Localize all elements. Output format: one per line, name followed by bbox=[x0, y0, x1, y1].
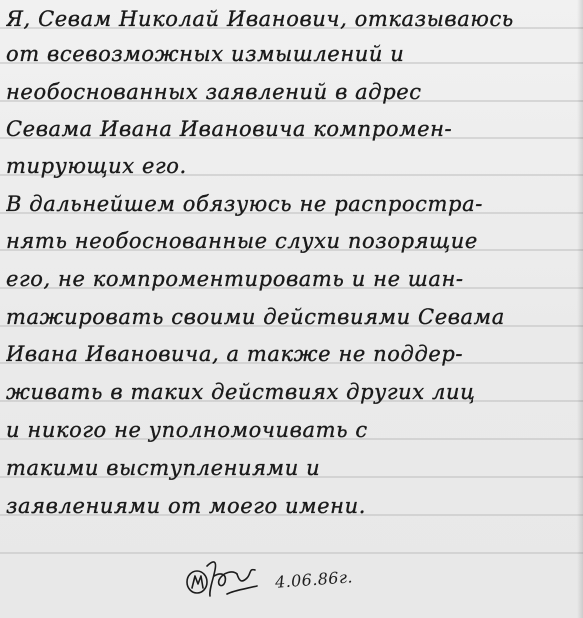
text-line: Я, Севам Николай Иванович, отказываюсь bbox=[6, 7, 514, 31]
text-line: необоснованных заявлений в адрес bbox=[6, 80, 422, 104]
text-line: Севама Ивана Ивановича компромен- bbox=[6, 117, 453, 141]
text-line: тирующих его. bbox=[6, 154, 187, 178]
text-line: от всевозможных измышлений и bbox=[6, 42, 405, 66]
signature-block bbox=[183, 556, 354, 602]
text-line: нять необоснованные слухи позорящие bbox=[6, 229, 478, 253]
text-line: и никого не уполномочивать с bbox=[6, 418, 368, 442]
handwritten-signature bbox=[183, 556, 268, 602]
text-line: живать в таких действиях других лиц bbox=[6, 380, 476, 404]
text-line: такими выступлениями и bbox=[6, 456, 321, 480]
text-line: заявлениями от моего имени. bbox=[6, 494, 367, 518]
signature-date: 4.06.86г. bbox=[274, 567, 354, 592]
text-line: тажировать своими действиями Севама bbox=[6, 305, 505, 329]
page-edge-shadow bbox=[577, 0, 583, 618]
text-line: В дальнейшем обязуюсь не распростра- bbox=[6, 192, 483, 216]
text-line: его, не компроментировать и не шан- bbox=[6, 267, 464, 291]
text-line: Ивана Ивановича, а также не поддер- bbox=[6, 342, 464, 366]
